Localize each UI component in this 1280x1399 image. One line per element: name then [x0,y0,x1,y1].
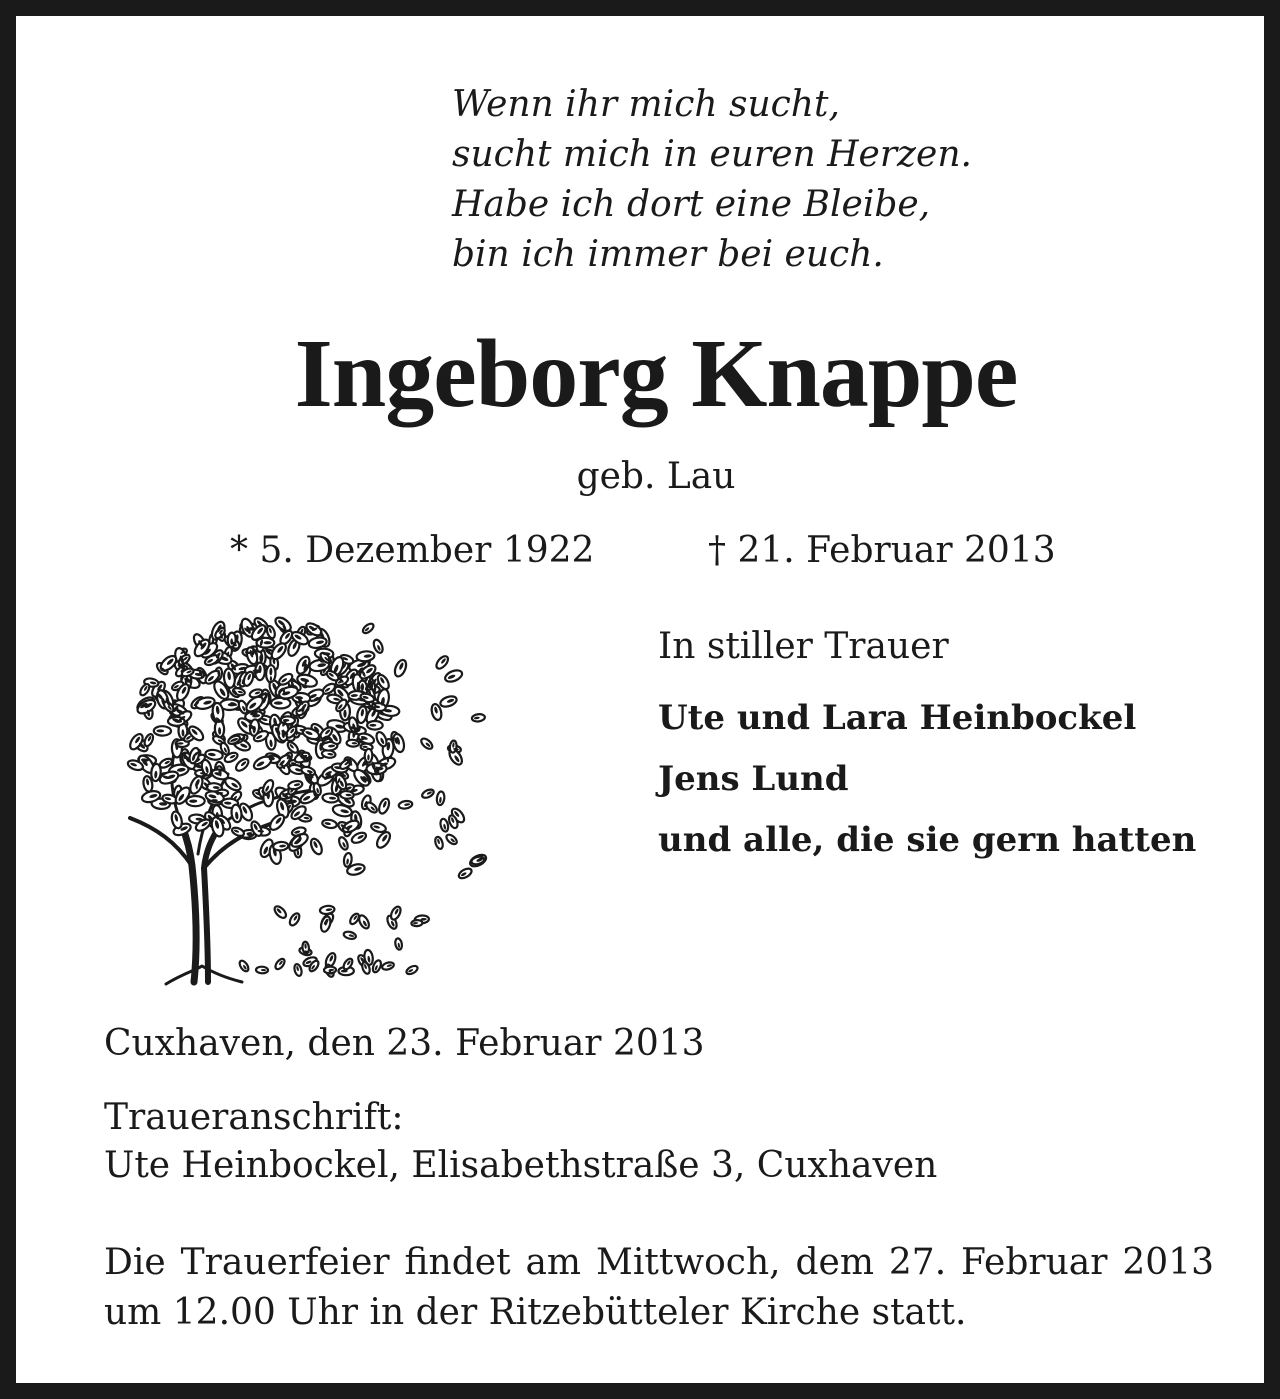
tree-icon [116,604,496,989]
mourning-address [104,1094,937,1190]
mourner-name: Ute und Lara Heinbockel [658,698,1137,738]
poem-line: Habe ich dort eine Bleibe, [452,184,931,225]
poem [452,80,972,280]
address-value: Ute Heinbockel, Elisabethstraße 3, Cuxhaven [104,1145,938,1186]
death-date: † 21. Februar 2013 [708,530,1056,571]
mourners-list [658,688,1196,871]
address-label: Traueranschrift: [104,1097,404,1138]
deceased-name: Ingeborg Knappe [294,320,1018,428]
birth-date: * 5. Dezember 1922 [230,530,595,571]
poem-line: bin ich immer bei euch. [452,234,884,275]
birth-name: geb. Lau [576,456,736,497]
mourners-intro: In stiller Trauer [658,626,949,667]
mourner-name: und alle, die sie gern hatten [658,820,1197,860]
poem-line: sucht mich in euren Herzen. [452,134,972,175]
poem-line: Wenn ihr mich sucht, [452,84,840,125]
ceremony-notice: Die Trauerfeier findet am Mittwoch, dem 27. Februar 2013 um 12.00 Uhr in der Ritzebütteler Kirche statt. [104,1242,1214,1333]
place-date: Cuxhaven, den 23. Februar 2013 [104,1023,705,1064]
mourner-name: Jens Lund [658,759,849,799]
